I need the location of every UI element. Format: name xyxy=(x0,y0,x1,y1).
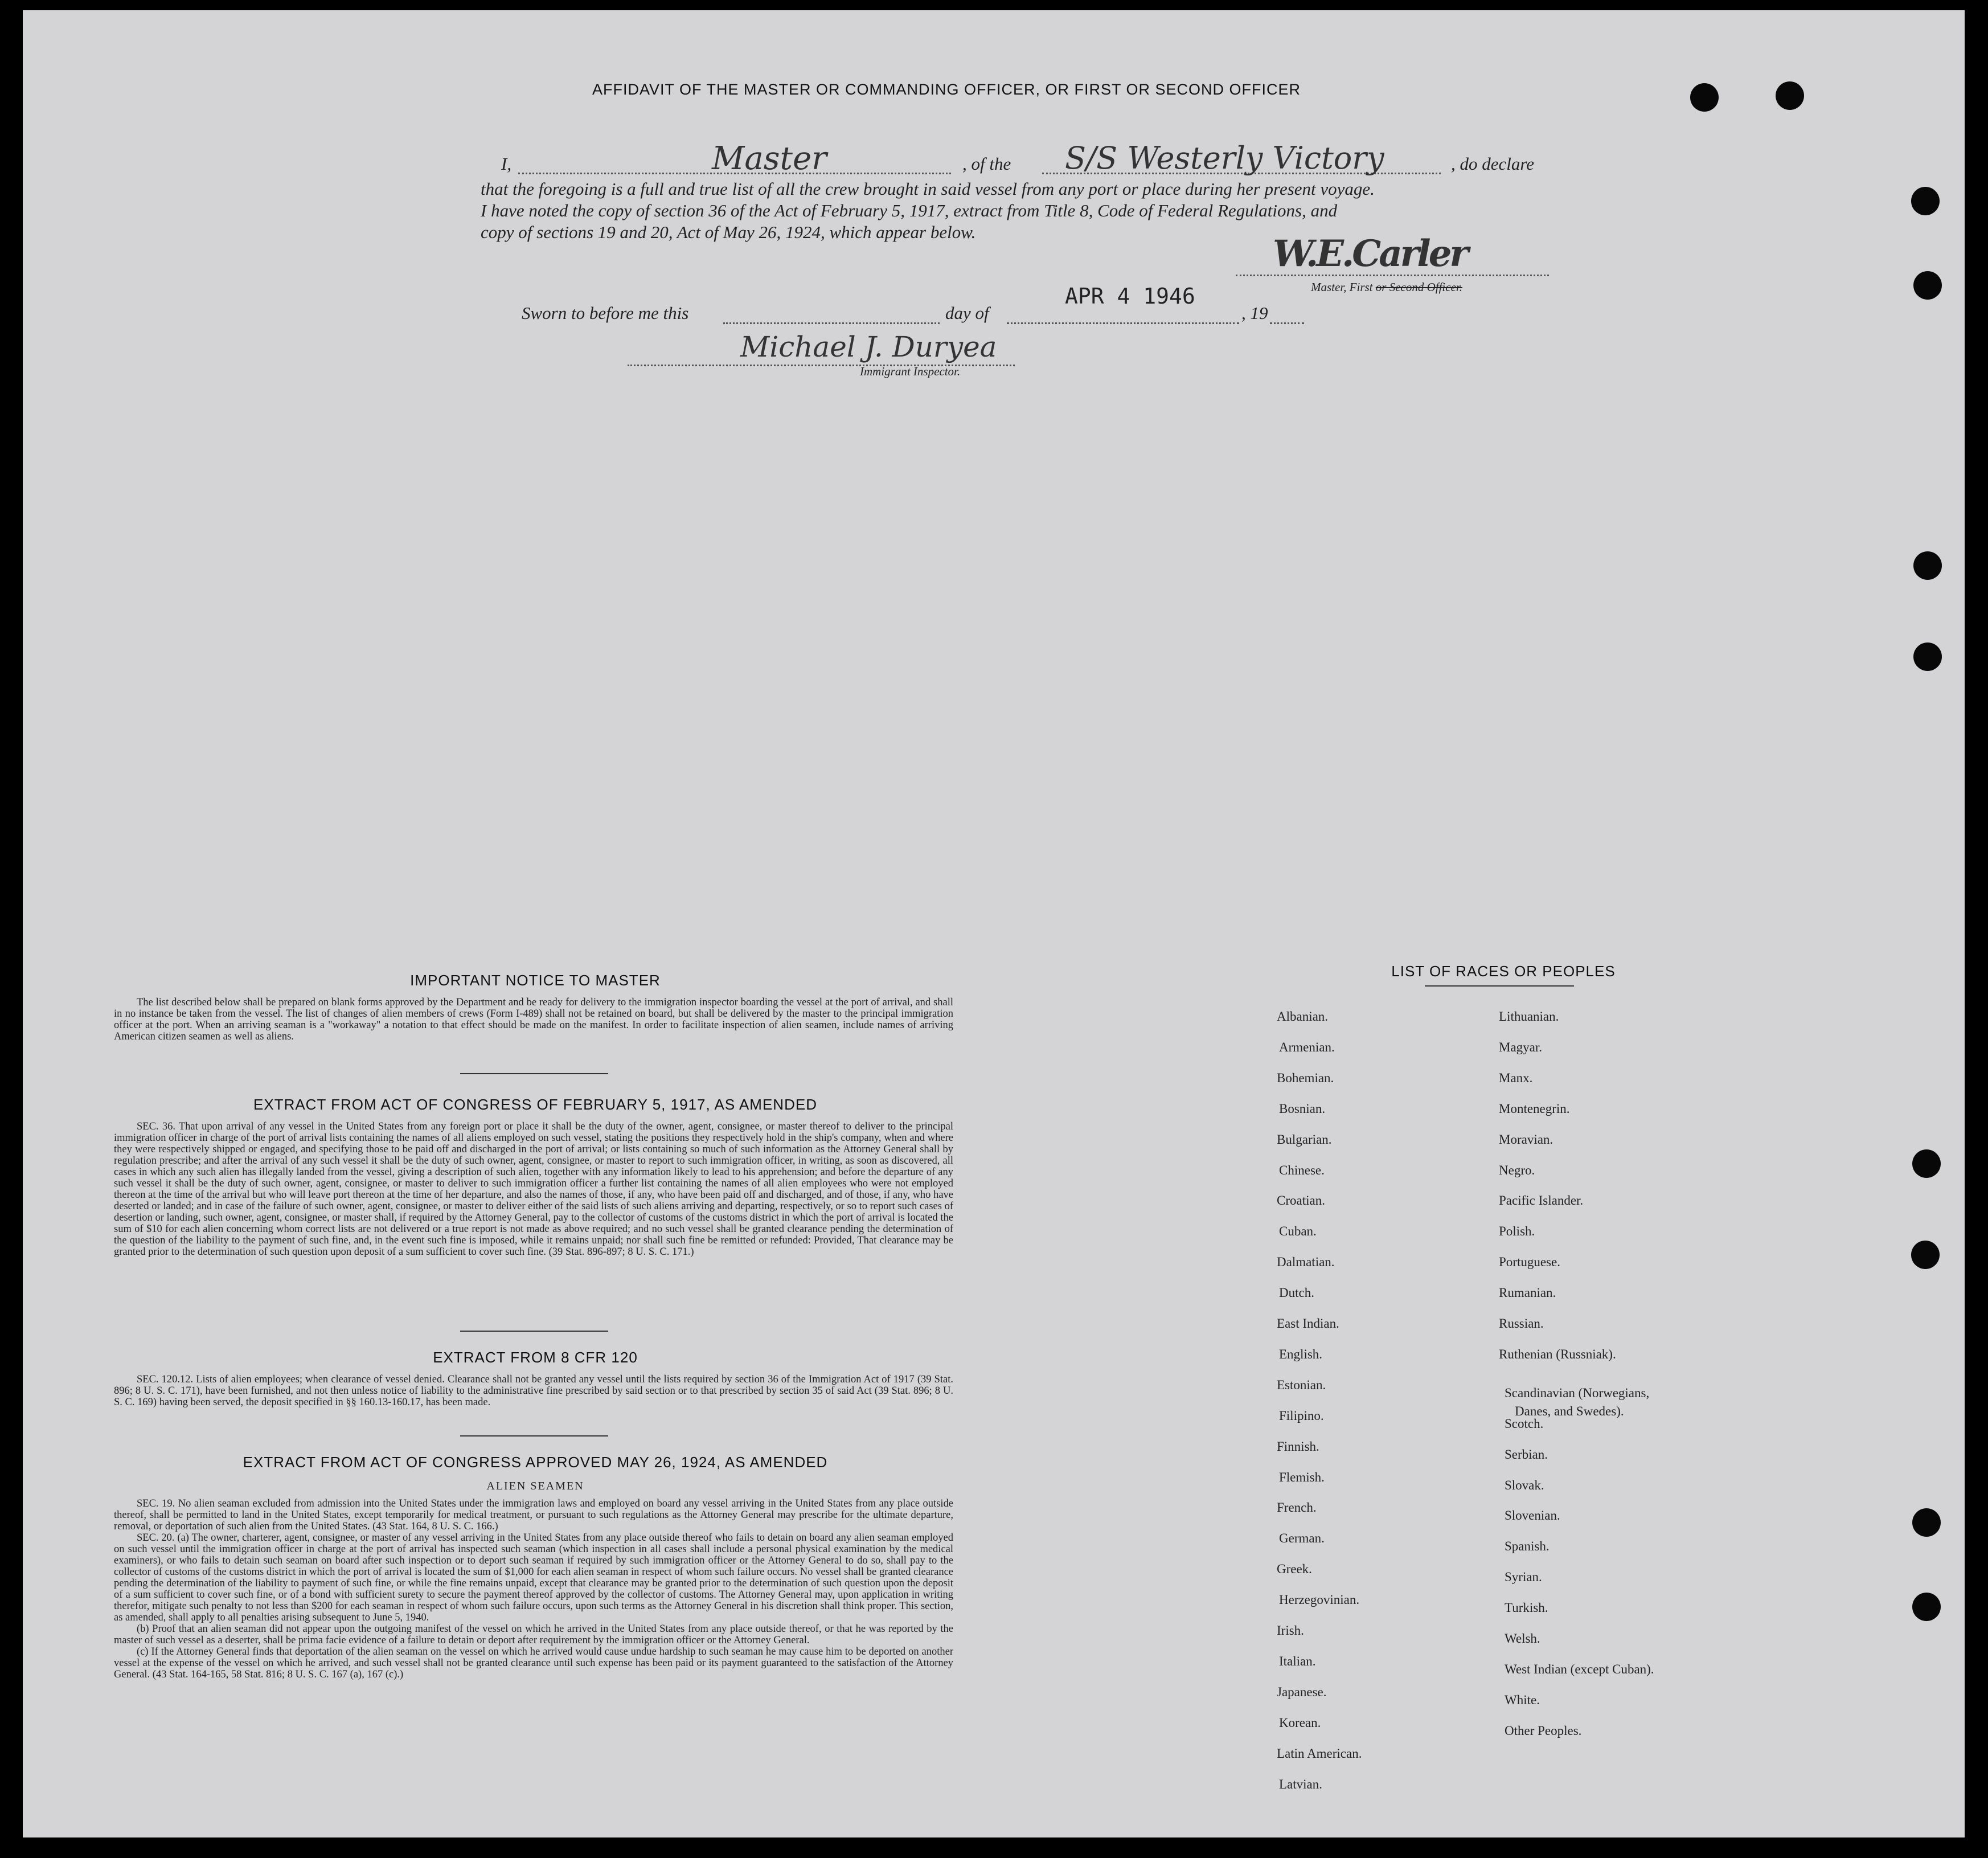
race-item: Estonian. xyxy=(1277,1377,1326,1392)
affidavit-line-3: I have noted the copy of section 36 of the Act of February 5, 1917, extract from Title 8, Code of Federal Regulations, and xyxy=(481,200,1338,220)
race-item: Moravian. xyxy=(1499,1132,1553,1147)
extract-cfr-title: EXTRACT FROM 8 CFR 120 xyxy=(433,1349,638,1366)
notice-title: IMPORTANT NOTICE TO MASTER xyxy=(410,972,661,989)
races-title: LIST OF RACES OR PEOPLES xyxy=(1391,963,1616,980)
year-line xyxy=(1270,322,1304,324)
date-stamp: APR 4 1946 xyxy=(1065,284,1195,309)
race-item: Chinese. xyxy=(1279,1163,1325,1177)
race-item: Bulgarian. xyxy=(1277,1132,1332,1147)
handwritten-vessel: S/S Westerly Victory xyxy=(1065,140,1384,176)
race-item: Dalmatian. xyxy=(1277,1255,1335,1270)
race-item: Scandinavian (Norwegians, xyxy=(1505,1385,1650,1400)
extract-cfr-text: SEC. 120.12. Lists of alien employees; when clearance of vessel denied. Clearance shall not be granted any vessel until the lists required by section 36 of the Immigration Act of 1917 (39 Stat. 896; 8 U. S. C. 171), have been furnished, and not then unless notice of liability to the administrative fine prescribed by said section or to that prescribed by section 35 of said Act (39 Stat. 896; 8 U. S. C. 169) having been served, the deposit specified in §§ 160.13-160.17, has been made. xyxy=(114,1374,953,1408)
extract-1924-title: EXTRACT FROM ACT OF CONGRESS APPROVED MAY 26, 1924, AS AMENDED xyxy=(243,1454,828,1471)
notice-text: The list described below shall be prepared on blank forms approved by the Department and be ready for delivery to the immigration inspector boarding the vessel at the port of arrival, and shall in no instance be taken from the vessel. The list of changes of alien members of crews (Form I-489) shall not be retained on board, but shall be delivered by the master to the principal immigration officer at the port. When an arriving seaman is a "workaway" a notation to that effect should be made on the manifest. In order to facilitate inspection of alien seamen, include names of arriving American citizen seamen as well as aliens. xyxy=(114,997,953,1042)
race-item: Slovak. xyxy=(1505,1478,1544,1492)
day-line xyxy=(723,322,940,324)
affidavit-i: I, xyxy=(501,154,512,174)
race-item: Danes, and Swedes). xyxy=(1515,1403,1624,1418)
affidavit-title: AFFIDAVIT OF THE MASTER OR COMMANDING OFFICER, OR FIRST OR SECOND OFFICER xyxy=(592,81,1301,98)
race-item: Herzegovinian. xyxy=(1279,1593,1360,1607)
race-item: Syrian. xyxy=(1505,1570,1542,1585)
race-item: Manx. xyxy=(1499,1070,1533,1085)
race-item: French. xyxy=(1277,1500,1317,1515)
race-item: Bohemian. xyxy=(1277,1070,1334,1085)
extract-1917-text: SEC. 36. That upon arrival of any vessel in the United States from any foreign port or place it shall be the duty of the owner, agent, consignee, or master thereof to deliver to the principal immigration officer in charge of the port of arrival lists containing the names of all aliens employed on such vessel, stating the positions they respectively hold in the ship's company, when and where they were respectively shipped or engaged, and specifying those to be paid off and discharged in the port of arrival; or lists containing so much of such information as the Attorney General shall by regulation prescribe; and after the arrival of any such vessel it shall be the duty of such owner, agent, consignee, or master to report to such immigration officer, in writing, as soon as discovered, all cases in which any such alien has illegally landed from the vessel, giving a description of such alien, together with any information likely to lead to his apprehension; and before the departure of any such vessel it shall be the duty of such owner, agent, consignee, or master to deliver to such immigration officer a further list containing the names of all alien employees who were not employed thereon at the time of the arrival but who will leave port thereon at the time of her departure, and also the names of those, if any, who have been paid off and discharged, and of those, if any, who have deserted or landed; and in case of the failure of such owner, agent, consignee, or master to deliver either of the said lists of such aliens arriving and departing, respectively, or so to report such cases of desertion or landing, such owner, agent, consignee, or master shall, if required by the Attorney General, pay to the collector of customs of the customs district in which the port of arrival is located the sum of $10 for each alien concerning whom correct lists are not delivered or a true report is not made as above required; and no such vessel shall be granted clearance pending the determination of the question of the liability to the payment of such fine, and, in the event such fine is imposed, while it remains unpaid; nor shall such fine be remitted or refunded: Provided, That clearance may be granted prior to the determination of such question upon deposit of a sum sufficient to cover such fine. (39 Stat. 896-897; 8 U. S. C. 171.) xyxy=(114,1121,953,1258)
race-item: Italian. xyxy=(1279,1654,1316,1668)
race-item: East Indian. xyxy=(1277,1316,1339,1331)
race-item: Dutch. xyxy=(1279,1286,1314,1300)
race-item: Negro. xyxy=(1499,1163,1535,1177)
binder-hole xyxy=(1776,81,1804,110)
binder-hole xyxy=(1911,187,1940,215)
race-item: White. xyxy=(1505,1692,1540,1707)
race-item: Spanish. xyxy=(1505,1539,1550,1554)
affidavit-of-the: , of the xyxy=(962,154,1011,174)
document-page xyxy=(23,10,1965,1837)
race-item: Albanian. xyxy=(1277,1009,1329,1024)
binder-hole xyxy=(1911,1241,1940,1269)
binder-hole xyxy=(1912,1593,1941,1621)
extract-1924-text: SEC. 19. No alien seaman excluded from admission into the United States under the immigration laws and employed on board any vessel arriving in the United States from any place outside thereof, shall be permitted to land in the United States, except temporarily for medical treatment, or pursuant to such regulations as the Attorney General may prescribe for the ultimate departure, removal, or deportation of such alien from the United States. (43 Stat. 164, 8 U. S. C. 166.) SEC. 20. (a) The owner, charterer, agent, consignee, or master of any vessel arriving in the United States from any place outside thereof who fails to detain on board any alien seaman employed on such vessel until the immigration officer in charge at the port of arrival has inspected such seaman (which inspection in all cases shall include a personal physical examination by the medical examiners), or who fails to detain such seaman on board after such inspection or to deport such seaman if required by such immigration officer or the Attorney General to do so, shall pay to the collector of customs of the customs district in which the port of arrival is located the sum of $1,000 for each alien seaman in respect of whom such failure occurs. No vessel shall be granted clearance pending the determination of the liability to payment of such fine, or while the fine remains unpaid, except that clearance may be granted prior to the determination of such question upon the deposit of a sum sufficient to cover such fine, or of a bond with sufficient surety to secure the payment thereof approved by the collector of customs. The Attorney General may, upon application in writing therefor, mitigate such penalty to not less than $200 for each seaman in respect of whom such failure occurs, upon such terms as the Attorney General in his discretion shall think proper. This section, as amended, shall apply to all penalties arising subsequent to June 5, 1940. (b) Proof that an alien seaman did not appear upon the outgoing manifest of the vessel on which he arrived in the United States from any place outside thereof, or that he was reported by the master of such vessel as a deserter, shall be prima facie evidence of a failure to detain or deport after requirement by the immigration officer or the Attorney General. (c) If the Attorney General finds that deportation of the alien seaman on the vessel on which he arrived would cause undue hardship to such seaman he may cause him to be deported on another vessel at the expense of the vessel on which he arrived, and such vessel shall not be granted clearance until such expense has been paid or its payment guaranteed to the satisfaction of the Attorney General. (43 Stat. 164-165, 58 Stat. 816; 8 U. S. C. 167 (a), 167 (c).) xyxy=(114,1498,953,1680)
binder-hole xyxy=(1913,551,1942,580)
divider xyxy=(460,1331,608,1332)
divider xyxy=(1425,985,1574,987)
race-item: Rumanian. xyxy=(1499,1286,1556,1300)
binder-hole xyxy=(1912,1149,1941,1178)
extract-1924-subtitle: ALIEN SEAMEN xyxy=(486,1480,584,1492)
race-item: Korean. xyxy=(1279,1715,1321,1730)
race-item: Filipino. xyxy=(1279,1408,1324,1423)
race-item: Ruthenian (Russniak). xyxy=(1499,1347,1616,1361)
race-item: Magyar. xyxy=(1499,1040,1543,1054)
binder-hole xyxy=(1912,1508,1941,1537)
affidavit-do-declare: , do declare xyxy=(1451,154,1535,174)
extract-1917-title: EXTRACT FROM ACT OF CONGRESS OF FEBRUARY 5, 1917, AS AMENDED xyxy=(253,1096,817,1113)
race-item: English. xyxy=(1279,1347,1323,1361)
binder-hole xyxy=(1913,642,1942,671)
race-item: Latvian. xyxy=(1279,1777,1322,1791)
divider xyxy=(460,1073,608,1074)
race-item: Turkish. xyxy=(1505,1601,1548,1615)
day-of-label: day of xyxy=(945,303,989,323)
race-item: Irish. xyxy=(1277,1623,1304,1638)
race-item: Portuguese. xyxy=(1499,1255,1560,1270)
race-item: Flemish. xyxy=(1279,1470,1325,1484)
race-item: Finnish. xyxy=(1277,1439,1319,1454)
binder-hole xyxy=(1913,271,1942,300)
race-item: Slovenian. xyxy=(1505,1508,1560,1523)
race-item: Polish. xyxy=(1499,1224,1535,1239)
race-item: Latin American. xyxy=(1277,1746,1362,1761)
handwritten-master: Master xyxy=(712,140,827,177)
inspector-signature: Michael J. Duryea xyxy=(740,330,997,363)
race-item: German. xyxy=(1279,1531,1325,1546)
race-item: Cuban. xyxy=(1279,1224,1317,1239)
race-item: Lithuanian. xyxy=(1499,1009,1559,1024)
race-item: Montenegrin. xyxy=(1499,1101,1570,1116)
race-item: Other Peoples. xyxy=(1505,1723,1582,1738)
race-item: Welsh. xyxy=(1505,1631,1540,1646)
race-item: Russian. xyxy=(1499,1316,1544,1331)
race-item: Scotch. xyxy=(1505,1416,1544,1431)
inspector-caption: Immigrant Inspector. xyxy=(860,365,961,378)
binder-hole xyxy=(1690,83,1719,112)
race-item: Japanese. xyxy=(1277,1684,1327,1699)
race-item: Bosnian. xyxy=(1279,1101,1326,1116)
date-line xyxy=(1007,322,1239,324)
race-item: West Indian (except Cuban). xyxy=(1505,1661,1654,1676)
signature-caption: Master, First or Second Officer. xyxy=(1311,280,1462,294)
affidavit-line-4: copy of sections 19 and 20, Act of May 26, 1924, which appear below. xyxy=(481,222,976,242)
year-prefix: , 19 xyxy=(1241,303,1268,323)
sworn-label: Sworn to before me this xyxy=(522,303,689,323)
race-item: Pacific Islander. xyxy=(1499,1193,1584,1208)
race-item: Croatian. xyxy=(1277,1193,1325,1208)
race-item: Greek. xyxy=(1277,1562,1312,1577)
affidavit-line-2: that the foregoing is a full and true list of all the crew brought in said vessel from any port or place during her present voyage. xyxy=(481,179,1375,199)
race-item: Armenian. xyxy=(1279,1040,1335,1054)
divider xyxy=(460,1435,608,1437)
race-item: Serbian. xyxy=(1505,1447,1548,1462)
master-signature: W.E.Carler xyxy=(1273,232,1467,275)
